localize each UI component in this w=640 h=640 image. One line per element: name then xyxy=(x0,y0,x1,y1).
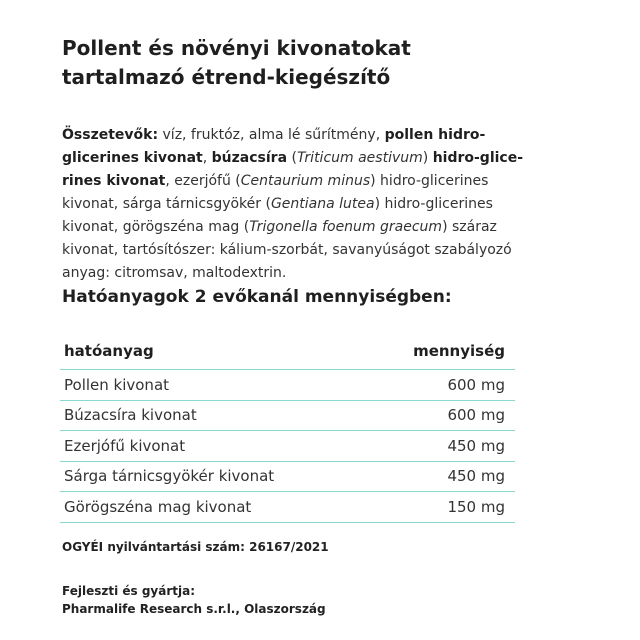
manufacturer-label: Fejleszti és gyártja: xyxy=(62,584,196,598)
table-row xyxy=(60,492,515,523)
ingredients-text: ) hidro-glicerines xyxy=(370,173,489,189)
ingredients-bold: pollen hidro- xyxy=(384,127,486,143)
ingredient-amount: 600 mg xyxy=(447,406,505,425)
ingredients-latin: Trigonella foenum graecum xyxy=(249,219,443,235)
ingredients-line xyxy=(62,124,532,147)
ingredients-latin: Centaurium minus xyxy=(240,173,371,189)
ingredients-text: kivonat, görögszéna mag ( xyxy=(62,219,250,235)
table-row xyxy=(60,400,515,431)
table-header-row xyxy=(60,333,515,370)
ingredients-line xyxy=(62,170,532,193)
ingredients-text: ) xyxy=(422,150,433,166)
ingredient-name: Ezerjófű kivonat xyxy=(64,436,186,455)
ingredients-line: anyag: citromsav, maltodextrin. xyxy=(62,265,287,281)
table-row xyxy=(60,370,515,401)
ingredients-text: ) hidro-glicerines xyxy=(374,196,493,212)
ingredient-amount: 600 mg xyxy=(447,375,505,394)
ingredients-bold: hidro-glice- xyxy=(432,150,524,166)
ingredient-name: Búzacsíra kivonat xyxy=(64,406,197,425)
column-header-ingredient: hatóanyag xyxy=(64,342,154,360)
ingredients-line: kivonat, tartósítószer: kálium-szorbát, savanyúságot szabályozó xyxy=(62,242,512,258)
ingredients-bold: glicerines kivonat xyxy=(62,150,203,166)
table-row xyxy=(60,461,515,492)
ingredients-heading: Összetevők: xyxy=(62,127,159,143)
product-title xyxy=(62,34,582,92)
ingredients-line xyxy=(62,216,532,239)
active-ingredients-table xyxy=(60,333,515,523)
ingredients-bold: búzacsíra xyxy=(211,150,288,166)
ingredient-amount: 150 mg xyxy=(447,497,505,516)
ingredient-amount: 450 mg xyxy=(447,467,505,486)
ingredients-text: ) száraz xyxy=(442,219,497,235)
title-line-2: tartalmazó étrend-kiegészítő xyxy=(62,65,391,89)
ingredients-text: , xyxy=(202,150,212,166)
ingredients-text: ( xyxy=(287,150,297,166)
ingredient-name: Görögszéna mag kivonat xyxy=(64,497,252,516)
ingredients-text: , ezerjófű ( xyxy=(165,173,241,189)
ingredients-text: kivonat, sárga tárnicsgyökér ( xyxy=(62,196,271,212)
ingredients-paragraph xyxy=(62,124,532,285)
ingredient-name: Sárga tárnicsgyökér kivonat xyxy=(64,467,275,486)
title-line-1: Pollent és növényi kivonatokat xyxy=(62,36,411,60)
ingredients-latin: Gentiana lutea xyxy=(270,196,375,212)
ingredient-name: Pollen kivonat xyxy=(64,375,170,394)
ingredients-line xyxy=(62,147,532,170)
ingredients-line xyxy=(62,193,532,216)
table-row xyxy=(60,431,515,462)
ingredients-bold: rines kivonat xyxy=(62,173,166,189)
column-header-amount: mennyiség xyxy=(413,342,505,360)
active-ingredients-heading: Hatóanyagok 2 evőkanál mennyiségben: xyxy=(62,287,452,307)
registration-number: OGYÉI nyilvántartási szám: 26167/2021 xyxy=(62,540,329,554)
ingredients-latin: Triticum aestivum xyxy=(296,150,423,166)
manufacturer-name: Pharmalife Research s.r.l., Olaszország xyxy=(62,602,326,616)
ingredient-amount: 450 mg xyxy=(447,436,505,455)
ingredients-text: víz, fruktóz, alma lé sűrítmény, xyxy=(158,127,385,143)
